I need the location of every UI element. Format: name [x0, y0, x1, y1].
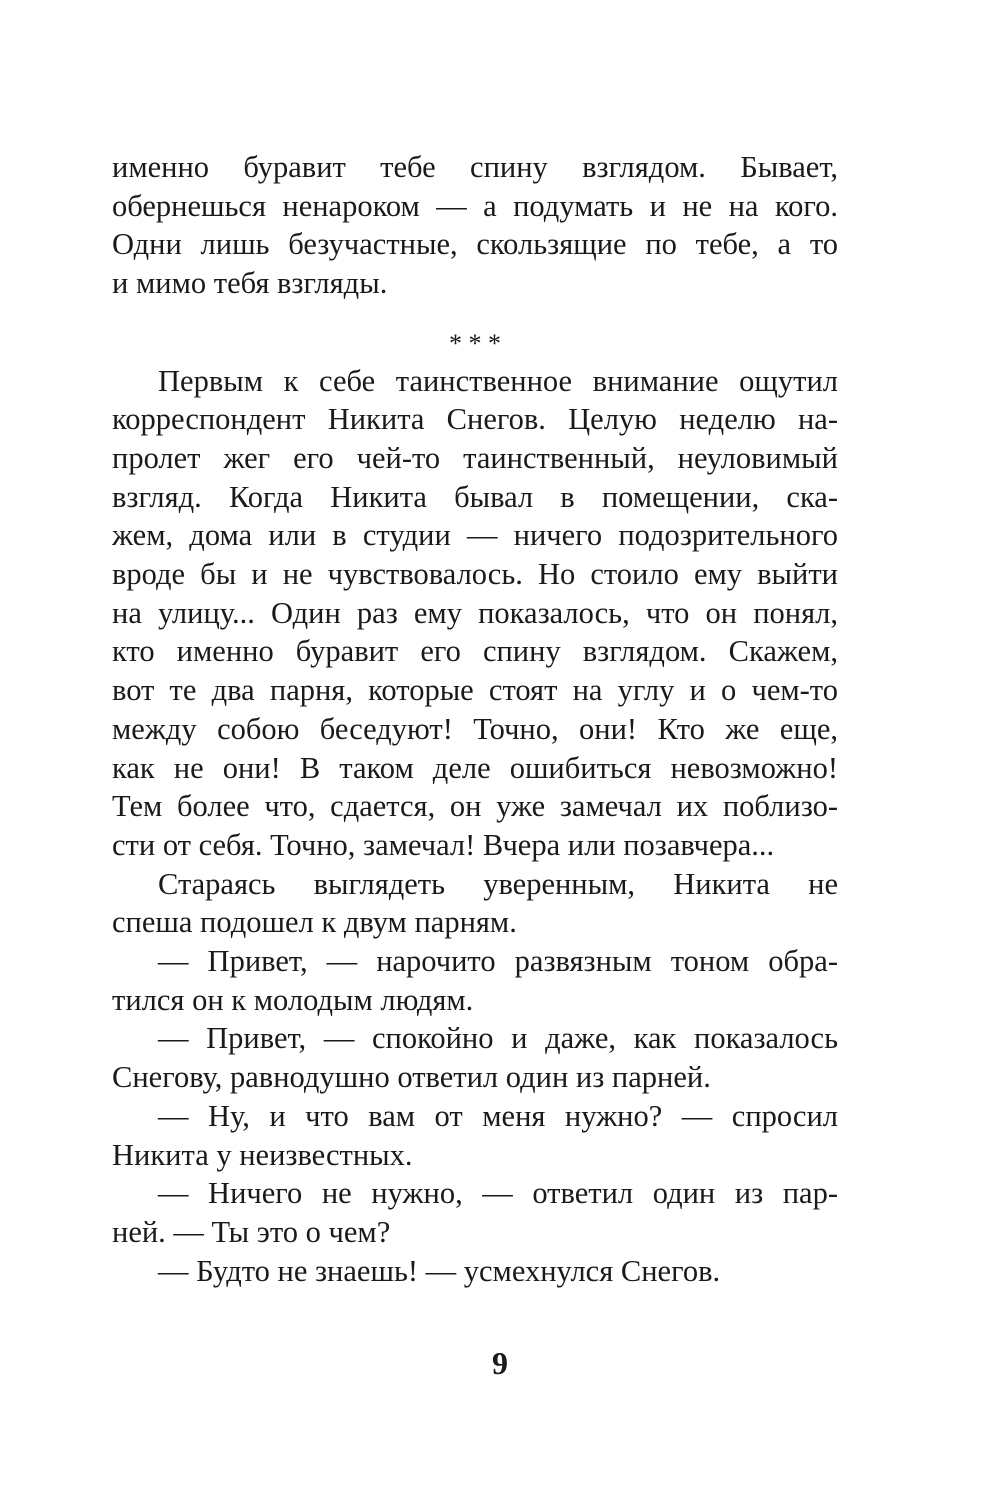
- text-line: — Привет, — спокойно и даже, как показалось: [158, 1021, 838, 1056]
- text-line: вроде бы и не чувствовалось. Но стоило ему выйти: [112, 557, 838, 592]
- text-line: корреспондент Никита Снегов. Целую неделю на-: [112, 402, 838, 437]
- text-line: Первым к себе таинственное внимание ощутил: [158, 363, 838, 398]
- text-line: и мимо тебя взгляды.: [112, 266, 388, 301]
- text-line: именно буравит тебе спину взглядом. Бывает,: [112, 150, 838, 184]
- text-line: — Ничего не нужно, — ответил один из пар-: [158, 1176, 838, 1211]
- text-line: Никита у неизвестных.: [112, 1137, 413, 1172]
- text-line: взгляд. Когда Никита бывал в помещении, ска-: [112, 479, 838, 514]
- text-line: — Привет, — нарочито развязным тоном обра-: [158, 944, 838, 979]
- separator-text: * * *: [449, 328, 501, 358]
- text-line: Стараясь выглядеть уверенным, Никита не: [158, 866, 838, 901]
- text-line: Тем более что, сдается, он уже замечал их поблизо-: [112, 789, 838, 824]
- section-separator: [112, 323, 838, 362]
- text-line: кто именно буравит его спину взглядом. Скажем,: [112, 634, 838, 669]
- page-text-block: [112, 148, 838, 1290]
- text-line: пролет жег его чей-то таинственный, неуловимый: [112, 440, 838, 475]
- text-line: — Ну, и что вам от меня нужно? — спросил: [158, 1098, 838, 1133]
- text-line: Одни лишь безучастные, скользящие по тебе, а то: [112, 227, 838, 262]
- text-line: на улицу... Один раз ему показалось, что он понял,: [112, 595, 838, 630]
- text-line: обернешься ненароком — а подумать и не на кого.: [112, 188, 838, 223]
- text-line: спеша подошел к двум парням.: [112, 905, 517, 940]
- text-line: сти от себя. Точно, замечал! Вчера или позавчера...: [112, 827, 775, 862]
- text-line: Снегову, равнодушно ответил один из парней.: [112, 1060, 711, 1095]
- text-line: вот те два парня, которые стоят на углу и о чем-то: [112, 673, 838, 708]
- text-line: тился он к молодым людям.: [112, 982, 474, 1017]
- text-line: ней. — Ты это о чем?: [112, 1214, 391, 1249]
- text-line: между собою беседуют! Точно, они! Кто же еще,: [112, 711, 838, 746]
- text-line: как не они! В таком деле ошибиться невозможно!: [112, 750, 838, 785]
- text-line: жем, дома или в студии — ничего подозрительного: [112, 518, 838, 553]
- text-line: — Будто не знаешь! — усмехнулся Снегов.: [158, 1253, 721, 1288]
- page-number: 9: [492, 1345, 508, 1381]
